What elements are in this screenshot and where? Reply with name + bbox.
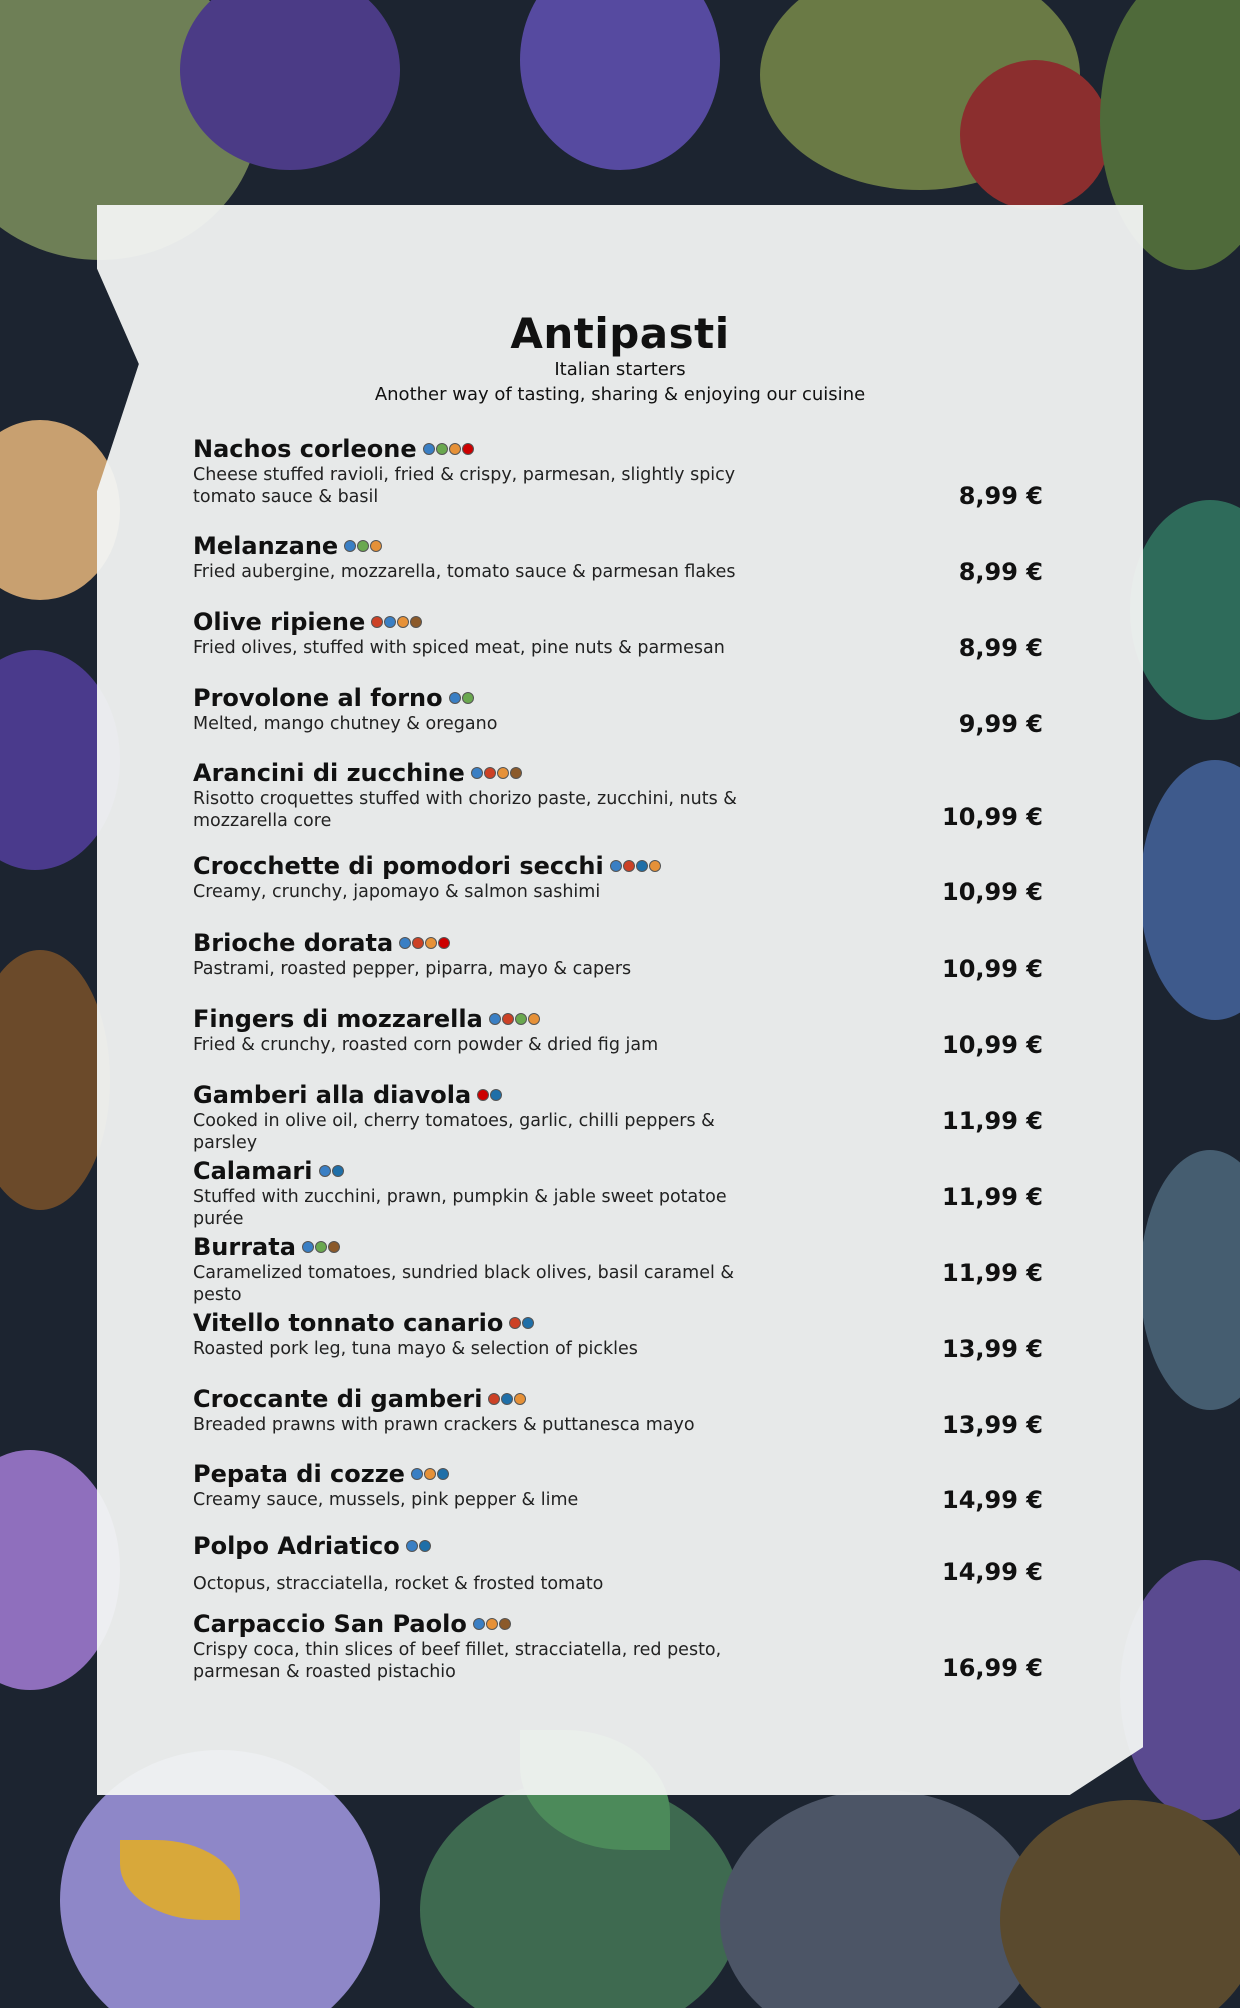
allergen-icon — [328, 1241, 340, 1253]
menu-item — [193, 759, 1043, 832]
menu-item-price: 10,99 € — [942, 878, 1043, 906]
menu-item-price: 8,99 € — [958, 482, 1043, 510]
menu-item-description: Caramelized tomatoes, sundried black olives, basil caramel & pesto — [193, 1263, 735, 1305]
menu-item-name: Brioche dorata — [193, 929, 394, 957]
menu-item-description: Pastrami, roasted pepper, piparra, mayo & capers — [193, 959, 632, 979]
allergen-icon — [425, 937, 437, 949]
menu-item-description: Crispy coca, thin slices of beef fillet, stracciatella, red pesto, parmesan & roasted pistachio — [193, 1640, 722, 1682]
menu-item-price: 14,99 € — [942, 1486, 1043, 1514]
menu-item-title-row — [193, 852, 1043, 881]
allergen-icons — [471, 758, 523, 786]
menu-item-description: Breaded prawns with prawn crackers & puttanesca mayo — [193, 1415, 695, 1435]
allergen-icon — [411, 1468, 423, 1480]
allergen-icon — [424, 1468, 436, 1480]
allergen-icon — [471, 767, 483, 779]
menu-item-description: Fried olives, stuffed with spiced meat, pine nuts & parmesan — [193, 638, 725, 658]
menu-item-title-row — [193, 684, 1043, 713]
menu-item-description: Fried & crunchy, roasted corn powder & dried fig jam — [193, 1035, 659, 1055]
allergen-icon — [649, 860, 661, 872]
menu-item-title-row — [193, 1532, 1043, 1561]
menu-item-price: 10,99 € — [942, 803, 1043, 831]
allergen-icon — [636, 860, 648, 872]
menu-item — [193, 435, 1043, 508]
allergen-icon — [514, 1393, 526, 1405]
allergen-icon — [499, 1618, 511, 1630]
allergen-icons — [399, 928, 451, 956]
menu-item-title-row — [193, 759, 1043, 788]
allergen-icon — [449, 443, 461, 455]
allergen-icons — [406, 1531, 432, 1559]
menu-item-price: 9,99 € — [958, 710, 1043, 738]
allergen-icons — [477, 1080, 503, 1108]
menu-item — [193, 608, 1043, 662]
allergen-icon — [399, 937, 411, 949]
menu-item-name: Olive ripiene — [193, 608, 366, 636]
allergen-icons — [411, 1459, 450, 1487]
menu-item-price: 11,99 € — [942, 1107, 1043, 1135]
menu-item-description: Creamy sauce, mussels, pink pepper & lime — [193, 1490, 579, 1510]
allergen-icons — [449, 683, 475, 711]
menu-item — [193, 532, 1043, 586]
menu-item-title-row — [193, 1005, 1043, 1034]
allergen-icon — [473, 1618, 485, 1630]
menu-item-name: Fingers di mozzarella — [193, 1005, 483, 1033]
menu-item — [193, 1532, 1043, 1595]
menu-item-price: 11,99 € — [942, 1259, 1043, 1287]
menu-item-price: 8,99 € — [958, 634, 1043, 662]
allergen-icon — [489, 1013, 501, 1025]
menu-item-price: 13,99 € — [942, 1335, 1043, 1363]
allergen-icon — [515, 1013, 527, 1025]
allergen-icons — [610, 851, 662, 879]
allergen-icon — [438, 937, 450, 949]
allergen-icon — [462, 692, 474, 704]
menu-item-description: Cheese stuffed ravioli, fried & crispy, parmesan, slightly spicy tomato sauce & basil — [193, 465, 736, 507]
allergen-icon — [488, 1393, 500, 1405]
menu-item — [193, 1157, 1043, 1230]
allergen-icon — [319, 1165, 331, 1177]
allergen-icon — [397, 616, 409, 628]
menu-item — [193, 684, 1043, 738]
menu-item-description: Melted, mango chutney & oregano — [193, 714, 498, 734]
page-subtitle: Italian starters — [554, 359, 686, 380]
menu-item-name: Calamari — [193, 1157, 313, 1185]
allergen-icon — [623, 860, 635, 872]
menu-item-description: Cooked in olive oil, cherry tomatoes, garlic, chilli peppers & parsley — [193, 1111, 715, 1153]
menu-item — [193, 1005, 1043, 1059]
allergen-icon — [477, 1089, 489, 1101]
menu-item-name: Melanzane — [193, 532, 339, 560]
allergen-icon — [357, 540, 369, 552]
allergen-icon — [370, 540, 382, 552]
menu-item — [193, 929, 1043, 983]
allergen-icon — [436, 443, 448, 455]
menu-item-price: 10,99 € — [942, 955, 1043, 983]
menu-item-name: Vitello tonnato canario — [193, 1309, 504, 1337]
allergen-icon — [315, 1241, 327, 1253]
menu-item-name: Carpaccio San Paolo — [193, 1610, 467, 1638]
menu-item-description: Octopus, stracciatella, rocket & frosted tomato — [193, 1574, 604, 1594]
allergen-icon — [406, 1540, 418, 1552]
allergen-icons — [423, 434, 475, 462]
menu-item-price: 13,99 € — [942, 1411, 1043, 1439]
page-title: Antipasti — [510, 309, 730, 358]
menu-item-name: Croccante di gamberi — [193, 1385, 483, 1413]
menu-item — [193, 852, 1043, 906]
allergen-icons — [473, 1609, 512, 1637]
allergen-icons — [344, 531, 383, 559]
allergen-icon — [412, 937, 424, 949]
menu-item-title-row — [193, 608, 1043, 637]
allergen-icons — [302, 1232, 341, 1260]
allergen-icon — [462, 443, 474, 455]
allergen-icon — [302, 1241, 314, 1253]
allergen-icon — [410, 616, 422, 628]
allergen-icon — [497, 767, 509, 779]
menu-item-price: 11,99 € — [942, 1183, 1043, 1211]
menu-item — [193, 1081, 1043, 1154]
allergen-icon — [332, 1165, 344, 1177]
menu-item-title-row — [193, 1385, 1043, 1414]
menu-item-name: Pepata di cozze — [193, 1460, 405, 1488]
allergen-icon — [423, 443, 435, 455]
menu-item-description: Roasted pork leg, tuna mayo & selection of pickles — [193, 1339, 638, 1359]
allergen-icons — [509, 1308, 535, 1336]
menu-item — [193, 1233, 1043, 1306]
menu-item-price: 10,99 € — [942, 1031, 1043, 1059]
menu-item-name: Arancini di zucchine — [193, 759, 465, 787]
allergen-icons — [489, 1004, 541, 1032]
menu-item-description: Risotto croquettes stuffed with chorizo paste, zucchini, nuts & mozzarella core — [193, 789, 737, 831]
menu-item-description: Creamy, crunchy, japomayo & salmon sashimi — [193, 882, 601, 902]
allergen-icon — [610, 860, 622, 872]
menu-item-title-row — [193, 929, 1043, 958]
menu-item-name: Provolone al forno — [193, 684, 443, 712]
allergen-icon — [486, 1618, 498, 1630]
allergen-icon — [490, 1089, 502, 1101]
allergen-icon — [419, 1540, 431, 1552]
menu-item-price: 16,99 € — [942, 1654, 1043, 1682]
allergen-icon — [449, 692, 461, 704]
menu-item-title-row — [193, 1309, 1043, 1338]
allergen-icon — [384, 616, 396, 628]
menu-item-title-row — [193, 532, 1043, 561]
allergen-icon — [371, 616, 383, 628]
menu-item-title-row — [193, 1157, 1043, 1186]
menu-item-title-row — [193, 1460, 1043, 1489]
menu-item-name: Gamberi alla diavola — [193, 1081, 472, 1109]
menu-item-name: Burrata — [193, 1233, 296, 1261]
allergen-icons — [319, 1156, 345, 1184]
allergen-icon — [484, 767, 496, 779]
menu-item-description: Fried aubergine, mozzarella, tomato sauce & parmesan flakes — [193, 562, 736, 582]
menu-item-name: Nachos corleone — [193, 435, 417, 463]
allergen-icon — [522, 1317, 534, 1329]
menu-item — [193, 1309, 1043, 1363]
menu-item-title-row — [193, 1233, 1043, 1262]
menu-item-name: Polpo Adriatico — [193, 1532, 400, 1560]
allergen-icon — [510, 767, 522, 779]
allergen-icon — [344, 540, 356, 552]
menu-item-price: 8,99 € — [958, 558, 1043, 586]
menu-item — [193, 1610, 1043, 1683]
menu-item — [193, 1460, 1043, 1514]
menu-item-name: Crocchette di pomodori secchi — [193, 852, 604, 880]
allergen-icon — [437, 1468, 449, 1480]
allergen-icons — [488, 1384, 527, 1412]
allergen-icon — [528, 1013, 540, 1025]
menu-header — [97, 308, 1143, 408]
allergen-icons — [371, 607, 423, 635]
menu-item-description: Stuffed with zucchini, prawn, pumpkin & jable sweet potatoe purée — [193, 1187, 727, 1229]
menu-item-title-row — [193, 435, 1043, 464]
menu-item-title-row — [193, 1081, 1043, 1110]
allergen-icon — [501, 1393, 513, 1405]
menu-item — [193, 1385, 1043, 1439]
allergen-icon — [502, 1013, 514, 1025]
menu-item-title-row — [193, 1610, 1043, 1639]
page-tagline: Another way of tasting, sharing & enjoying our cuisine — [374, 384, 866, 405]
menu-item-price: 14,99 € — [942, 1558, 1043, 1586]
allergen-icon — [509, 1317, 521, 1329]
